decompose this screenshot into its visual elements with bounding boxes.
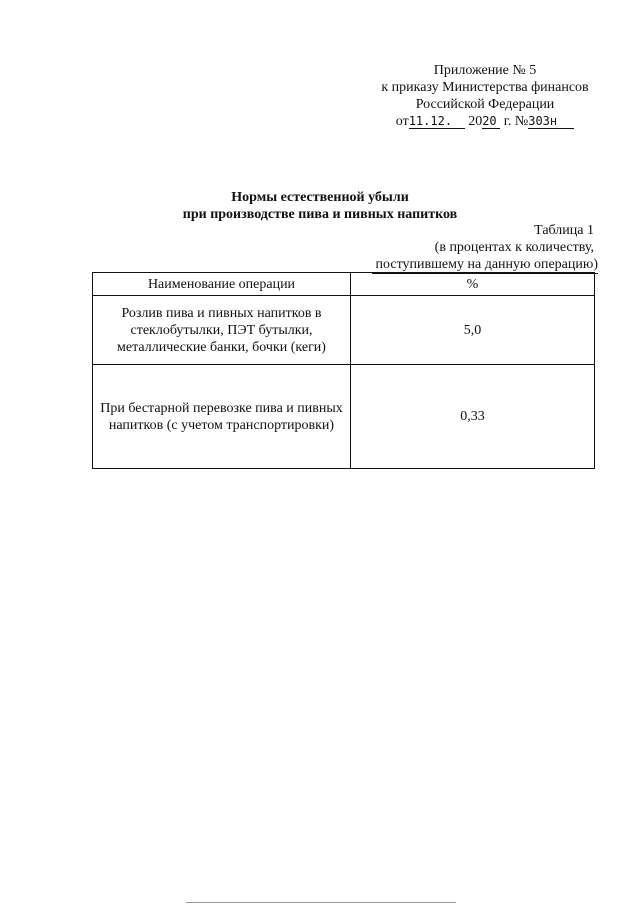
header-percent: %	[351, 273, 595, 296]
order-date-field: 11.12.	[409, 114, 465, 129]
year-label: г. №	[503, 114, 529, 129]
page-bottom-edge	[186, 902, 456, 903]
norms-table	[92, 272, 595, 469]
appendix-ministry: Российской Федерации	[415, 97, 555, 112]
document-title	[150, 189, 490, 223]
percent-cell: 0,33	[351, 365, 595, 469]
table-unit-note-2: поступившему на данную операцию)	[372, 256, 598, 274]
table-row	[93, 365, 595, 469]
order-year-field: 20	[482, 114, 500, 129]
appendix-header	[360, 62, 610, 130]
order-number-field: 303н	[528, 114, 574, 129]
year-prefix: 20	[468, 114, 483, 129]
table-row	[93, 296, 595, 365]
title-line-1: Нормы естественной убыли	[231, 190, 409, 205]
percent-cell: 5,0	[351, 296, 595, 365]
table-caption	[372, 222, 598, 274]
title-line-2: при производстве пива и пивных напитков	[182, 207, 458, 222]
table-label: Таблица 1	[534, 223, 594, 238]
header-operation: Наименование операции	[93, 273, 351, 296]
appendix-date-line	[360, 113, 610, 130]
appendix-order-ref: к приказу Министерства финансов	[381, 80, 589, 95]
appendix-number: Приложение № 5	[433, 63, 537, 78]
operation-cell: При бестарной перевозке пива и пивных напитков (с учетом транспортировки)	[93, 365, 351, 469]
table-header-row	[93, 273, 595, 296]
operation-cell: Розлив пива и пивных напитков в стеклобутылки, ПЭТ бутылки, металлические банки, бочки (кеги)	[93, 296, 351, 365]
table-unit-note-1: (в процентах к количеству,	[434, 240, 594, 255]
date-prefix: от	[395, 114, 409, 129]
